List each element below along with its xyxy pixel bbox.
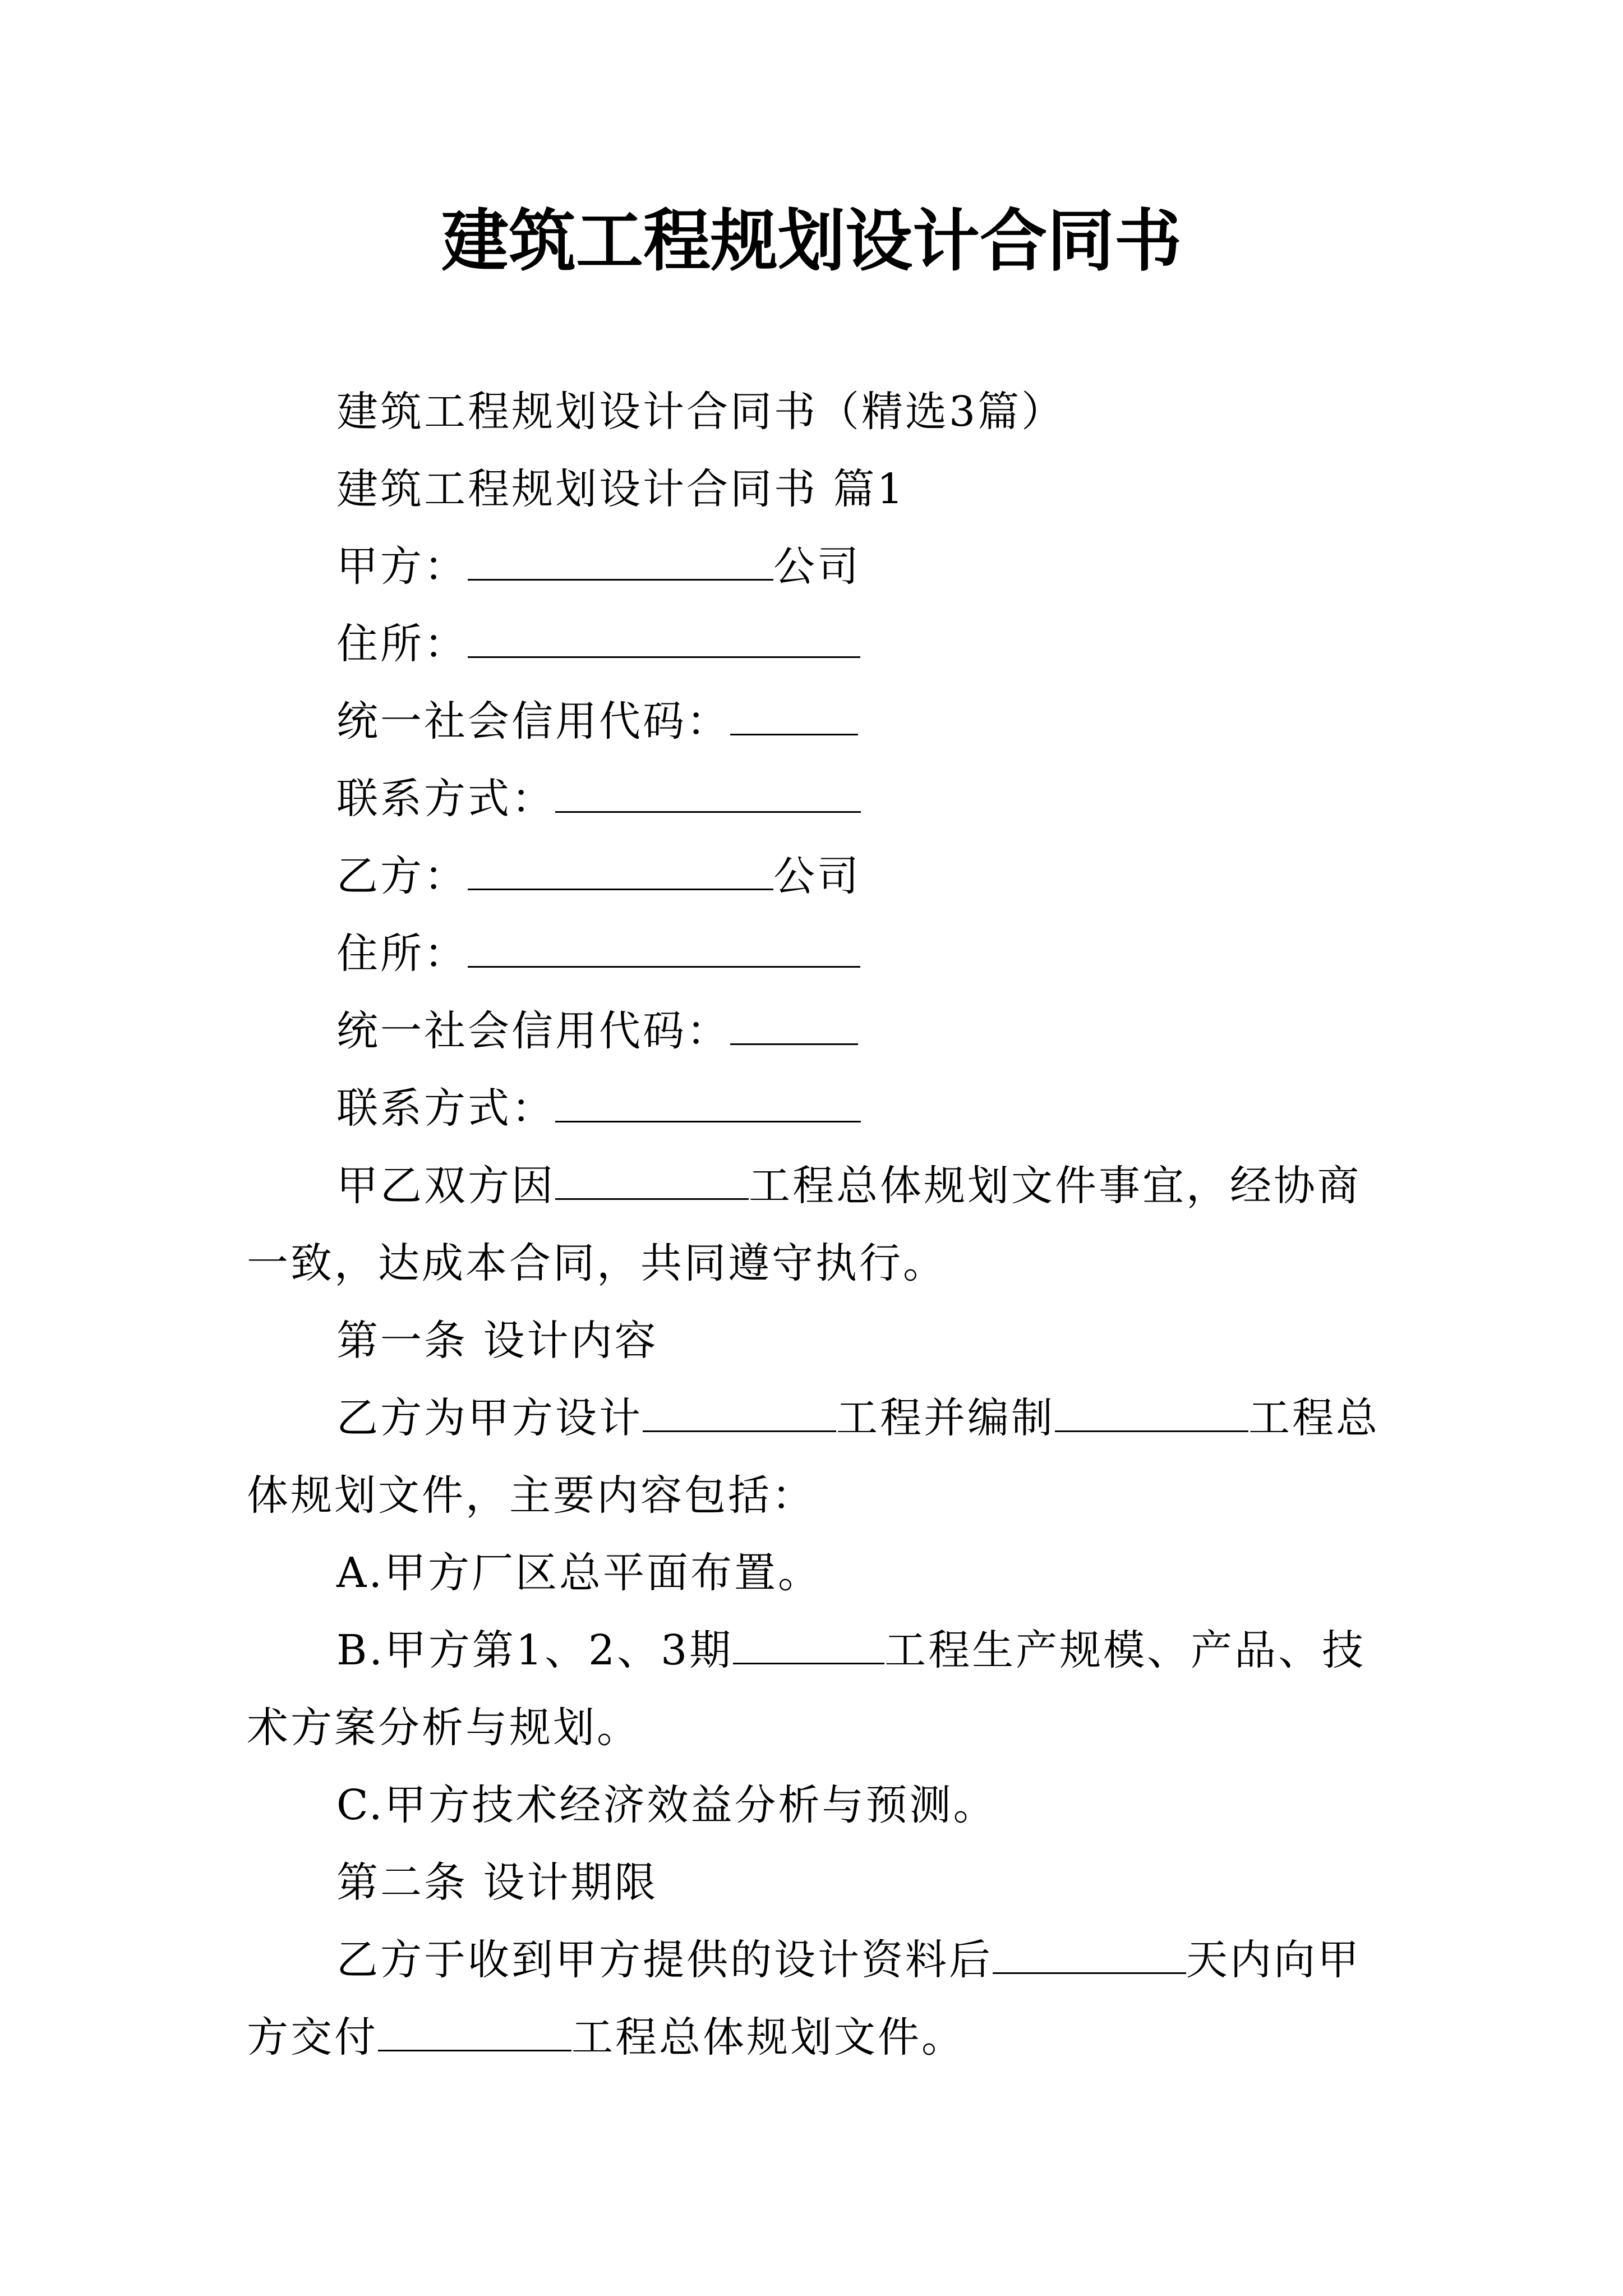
article1-body [247, 1379, 1385, 1534]
article2-body [247, 1921, 1385, 2076]
party-a-credit-blank [730, 700, 858, 735]
article1-item-a: A.甲方厂区总平面布置。 [336, 1549, 822, 1597]
party-b-line [247, 838, 1475, 915]
party-a-address-label: 住所： [336, 620, 468, 668]
party-b-label: 乙方： [336, 852, 468, 900]
party-a-credit-line [247, 683, 1475, 760]
article2-body-part1: 乙方于收到甲方提供的设计资料后 [336, 1936, 993, 1984]
party-a-line [247, 528, 1475, 605]
intro-part1: 甲乙双方因 [336, 1162, 555, 1210]
article1-heading: 第一条 设计内容 [336, 1317, 658, 1365]
article1-item-b-blank [733, 1629, 884, 1664]
intro-paragraph [247, 1147, 1385, 1302]
party-b-credit-label: 统一社会信用代码： [336, 1007, 730, 1055]
article1-body-part3: 工程总体规划文件，主要内容包括： [247, 1394, 1380, 1520]
article2-body-part2: 天内向甲方交付 [247, 1936, 1361, 2062]
article2-heading: 第二条 设计期限 [336, 1858, 658, 1907]
article2-days-blank [993, 1939, 1186, 1974]
party-a-address-line [247, 605, 1475, 683]
intro-part2: 工程总体规划文件事宜，经协商一致，达成本合同，共同遵守执行。 [247, 1162, 1361, 1287]
party-a-name-blank [468, 545, 773, 581]
article1-plan-blank [1055, 1397, 1248, 1432]
party-b-address-blank [468, 932, 860, 968]
article2-body-part3: 工程总体规划文件。 [571, 2013, 965, 2062]
party-b-address-line [247, 915, 1475, 992]
party-a-address-blank [468, 623, 860, 658]
section-heading: 建筑工程规划设计合同书 篇1 [336, 465, 906, 513]
party-b-credit-line [247, 992, 1475, 1070]
party-b-credit-blank [730, 1010, 858, 1045]
article1-design-blank [643, 1397, 836, 1432]
document-title: 建筑工程规划设计合同书 [441, 201, 1182, 280]
document-subtitle: 建筑工程规划设计合同书（精选3篇） [336, 388, 1066, 436]
article1-item-b [247, 1612, 1385, 1766]
party-a-suffix: 公司 [773, 542, 861, 591]
article1-item-c: C.甲方技术经济效益分析与预测。 [336, 1781, 997, 1829]
intro-project-blank [555, 1165, 749, 1200]
party-a-credit-label: 统一社会信用代码： [336, 697, 730, 746]
article1-item-b-part2: 工程生产规模、产品、技术方案分析与规划。 [247, 1626, 1366, 1752]
party-b-contact-blank [555, 1087, 861, 1122]
party-a-contact-blank [555, 777, 861, 813]
party-a-contact-line [247, 760, 1475, 838]
party-b-name-blank [468, 855, 773, 890]
party-b-contact-label: 联系方式： [336, 1084, 555, 1133]
article2-project-blank [378, 2016, 571, 2051]
party-a-contact-label: 联系方式： [336, 775, 555, 823]
party-b-suffix: 公司 [773, 852, 861, 900]
party-a-label: 甲方： [336, 542, 468, 591]
article1-body-part1: 乙方为甲方设计 [336, 1394, 643, 1442]
article1-body-part2: 工程并编制 [836, 1394, 1055, 1442]
party-b-address-label: 住所： [336, 930, 468, 978]
article1-item-b-part1: B.甲方第1、2、3期 [336, 1626, 734, 1674]
party-b-contact-line [247, 1070, 1475, 1147]
